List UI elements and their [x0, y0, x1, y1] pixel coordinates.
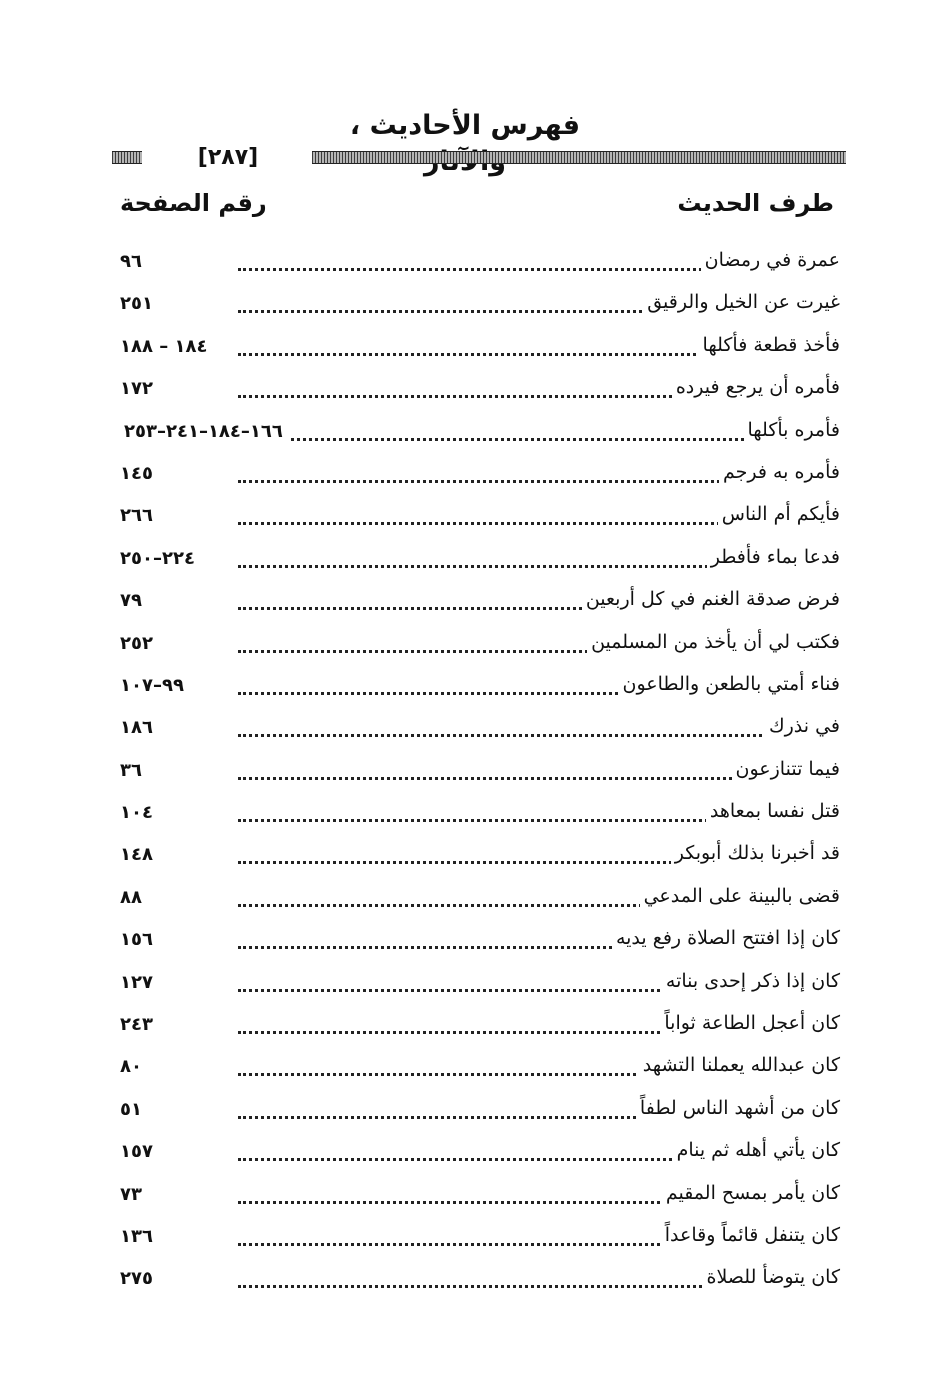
page-ref: ٩٩–١٠٧ — [120, 670, 190, 702]
page-ref: ١٢٧ — [120, 967, 159, 999]
column-header-page: رقم الصفحة — [120, 189, 267, 217]
index-list — [110, 240, 840, 1300]
hadith-text: كان إذا افتتح الصلاة رفع يديه — [612, 922, 840, 954]
index-entry — [110, 1215, 840, 1257]
hadith-text: فأيكم أم الناس — [718, 498, 840, 530]
page-ref: ١٤٨ — [120, 839, 159, 871]
page-ref: ١٤٥ — [120, 458, 159, 490]
hadith-text: في نذرك — [765, 710, 840, 742]
index-entry — [110, 918, 840, 960]
page-ref: ١٧٢ — [120, 373, 159, 405]
hadith-text: كان يأمر بمسح المقيم — [662, 1177, 840, 1209]
index-entry — [110, 833, 840, 875]
index-entry — [110, 537, 840, 579]
page-ref: ١٨٤ – ١٨٨ — [120, 331, 213, 363]
index-entry — [110, 706, 840, 748]
page-ref: ٨٠ — [120, 1051, 148, 1083]
hadith-text: فأمره بأكلها — [744, 414, 841, 446]
page-ref: ٣٦ — [120, 755, 148, 787]
page-ref: ١٥٦ — [120, 924, 159, 956]
page-ref: ٨٨ — [120, 882, 148, 914]
hadith-text: فدعا بماء فأفطر — [707, 541, 840, 573]
page-ref: ٢٦٦ — [120, 500, 159, 532]
hadith-text: قد أخبرنا بذلك أبوبكر — [671, 837, 840, 869]
hadith-text: قضى بالبينة على المدعي — [640, 880, 840, 912]
index-entry — [110, 282, 840, 324]
hadith-text: كان يأتي أهله ثم ينام — [673, 1134, 840, 1166]
hadith-text: فأمره به فرجم — [719, 456, 840, 488]
hadith-text: عمرة في رمضان — [701, 244, 840, 276]
page-ref: ٢٧٥ — [120, 1263, 159, 1295]
index-entry — [110, 791, 840, 833]
hadith-text: فأمره أن يرجع فيرده — [672, 371, 840, 403]
index-entry — [110, 1130, 840, 1172]
hadith-text: غيرت عن الخيل والرقيق — [643, 286, 840, 318]
page-ref: ٧٩ — [120, 585, 148, 617]
page-ref: ٩٦ — [120, 246, 148, 278]
index-entry — [110, 1257, 840, 1299]
page-ref: ٢٤٣ — [120, 1009, 159, 1041]
index-entry — [110, 325, 840, 367]
page-ref: ٢٥٢ — [120, 628, 159, 660]
header-rule-right-bar — [312, 151, 846, 164]
index-entry — [110, 1173, 840, 1215]
hadith-text: كان من أشهد الناس لطفاً — [636, 1092, 840, 1124]
index-entry — [110, 1045, 840, 1087]
hadith-text: فكتب لي أن يأخذ من المسلمين — [587, 626, 840, 658]
index-entry — [110, 1088, 840, 1130]
hadith-text: فأخذ قطعة فأكلها — [699, 329, 840, 361]
page-number: [ ٢٨٧ ] — [138, 144, 318, 172]
index-entry — [110, 452, 840, 494]
index-entry — [110, 240, 840, 282]
page-title: فهرس الأحاديث ، — [349, 110, 581, 141]
hadith-text: فناء أمتي بالطعن والطاعون — [619, 668, 841, 700]
hadith-text: كان عبدالله يعملنا التشهد — [639, 1049, 840, 1081]
page-ref: ١٦٦–١٨٤–٢٤١–٢٥٣ — [124, 416, 289, 448]
index-entry — [110, 749, 840, 791]
page-ref: ٢٥١ — [120, 288, 159, 320]
header-rule — [112, 145, 846, 170]
hadith-text: فيما تتنازعون — [732, 753, 840, 785]
page-ref: ١٨٦ — [120, 712, 159, 744]
page-ref: ١٥٧ — [120, 1136, 159, 1168]
index-entry — [110, 1003, 840, 1045]
index-entry — [110, 622, 840, 664]
index-entry — [110, 579, 840, 621]
hadith-text: قتل نفسا بمعاهد — [706, 795, 840, 827]
index-entry — [110, 410, 840, 452]
hadith-text: كان يتنفل قائماً وقاعداً — [661, 1219, 840, 1251]
index-entry — [110, 494, 840, 536]
column-header-hadith: طرف الحديث — [677, 189, 834, 217]
hadith-text: كان أعجل الطاعة ثواباً — [660, 1007, 840, 1039]
index-entry — [110, 664, 840, 706]
hadith-text: كان يتوضأ للصلاة — [703, 1261, 840, 1293]
page-ref: ١٣٦ — [120, 1221, 159, 1253]
dot-leader — [238, 734, 840, 737]
page-ref: ٧٣ — [120, 1179, 148, 1211]
page-ref: ٢٢٤–٢٥٠ — [120, 543, 201, 575]
index-entry — [110, 961, 840, 1003]
hadith-text: فرض صدقة الغنم في كل أربعين — [582, 583, 840, 615]
page-ref: ٥١ — [120, 1094, 148, 1126]
hadith-text: كان إذا ذكر إحدى بناته — [662, 965, 840, 997]
page-ref: ١٠٤ — [120, 797, 159, 829]
index-entry — [110, 367, 840, 409]
index-entry — [110, 876, 840, 918]
